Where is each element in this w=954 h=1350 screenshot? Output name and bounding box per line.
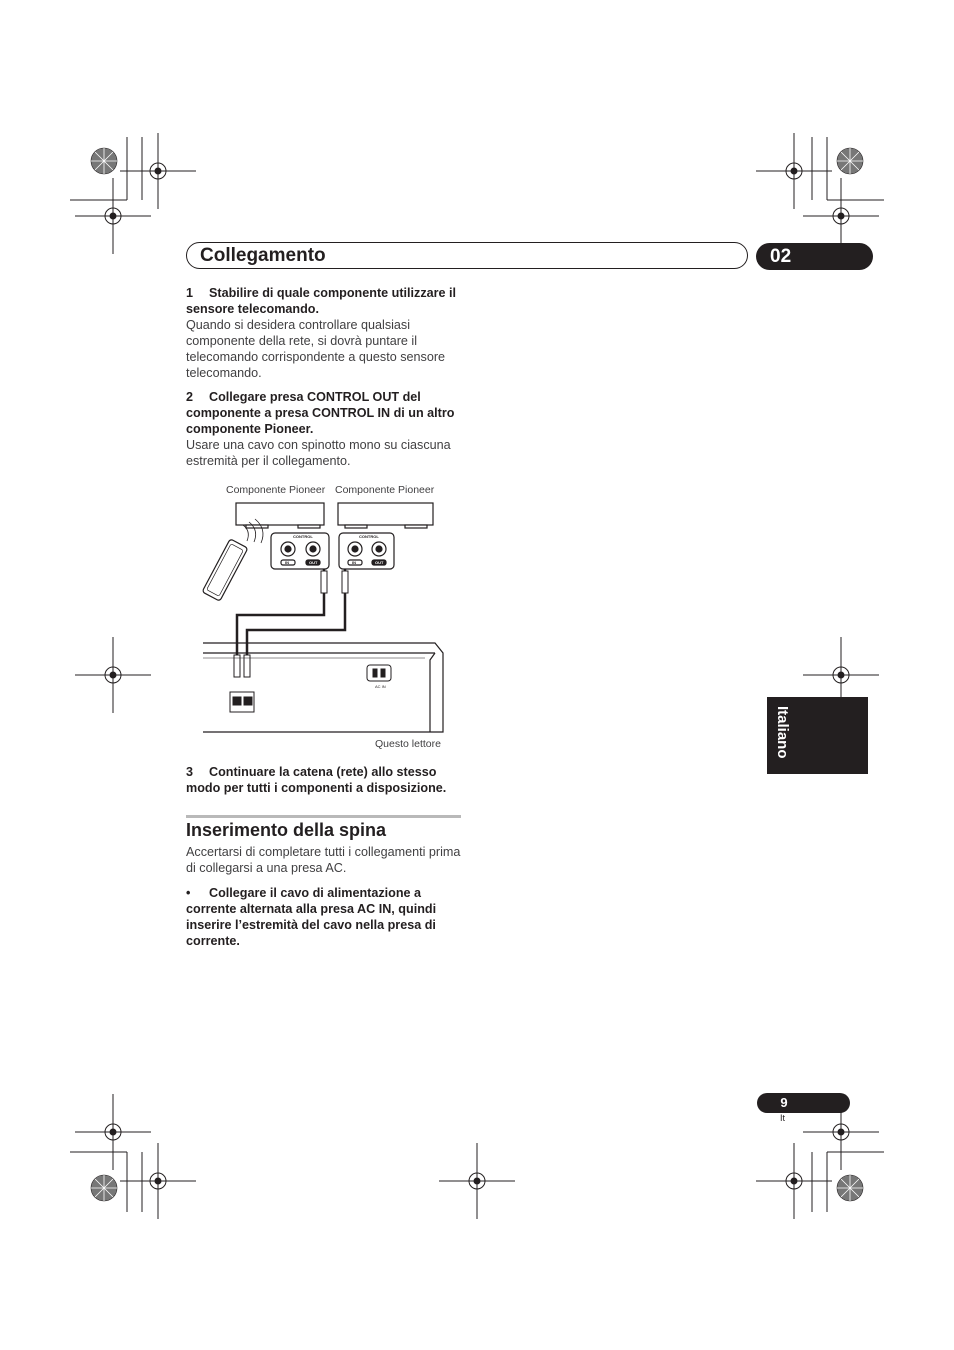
in-label-b: IN <box>352 560 356 565</box>
remote-control-icon <box>202 539 248 601</box>
step-3-number: 3 <box>186 765 194 779</box>
step-3-title-text: Continuare la catena (rete) allo stesso modo per tutti i componenti a disposizione. <box>186 765 447 795</box>
bullet-text: Collegare il cavo di alimentazione a corrente alternata alla presa AC IN, quindi inserire l’estremità del cavo nella presa di corrente. <box>186 886 437 948</box>
figure-label-player: Questo lettore <box>375 738 441 750</box>
page-title: Collegamento <box>200 245 326 266</box>
step-3-title <box>186 764 462 796</box>
language-label: Italiano <box>774 706 791 759</box>
in-label-a: IN <box>285 560 289 565</box>
chapter-number: 02 <box>770 246 792 267</box>
step-1-body: Quando si desidera controllare qualsiasi componente della rete, si dovrà puntare il telecomando corrispondente a questo sensore telecomando. <box>186 318 446 380</box>
language-side-tab <box>767 697 868 774</box>
section-title: Inserimento della spina <box>186 820 387 840</box>
jack-label-b: CONTROL <box>359 534 379 539</box>
page-number-badge <box>757 1093 850 1113</box>
section-bullet <box>186 885 462 949</box>
page-language-code: It <box>780 1113 786 1123</box>
step-3 <box>186 764 462 796</box>
component-b-box <box>338 503 433 525</box>
step-1-number: 1 <box>186 286 194 300</box>
figure-label-right-component: Componente Pioneer <box>335 484 435 496</box>
step-2-title <box>186 389 462 437</box>
step-2-body: Usare una cavo con spinotto mono su ciascuna estremità per il collegamento. <box>186 438 451 468</box>
step-2 <box>186 389 462 469</box>
bullet-instruction <box>186 885 462 949</box>
out-label-b: OUT <box>375 560 384 565</box>
figure-label-left-component: Componente Pioneer <box>226 484 326 496</box>
step-1 <box>186 285 462 381</box>
step-1-title <box>186 285 462 317</box>
step-1-title-text: Stabilire di quale componente utilizzare il sensore telecomando. <box>186 286 457 316</box>
component-a-foot <box>246 525 268 528</box>
section-divider <box>186 815 461 818</box>
bullet-mark: • <box>186 886 191 900</box>
cable-2 <box>247 569 345 665</box>
cable-1 <box>237 569 324 665</box>
out-label-a: OUT <box>309 560 318 565</box>
jack-label-a: CONTROL <box>293 534 313 539</box>
page-number: 9 <box>780 1095 788 1110</box>
component-b-foot <box>345 525 367 528</box>
section-body: Accertarsi di completare tutti i collegamenti prima di collegarsi a una presa AC. <box>186 845 461 875</box>
ac-in-label: AC IN <box>375 684 386 689</box>
chapter-badge <box>756 243 873 270</box>
step-2-number: 2 <box>186 390 194 404</box>
connection-diagram <box>195 495 455 740</box>
step-2-title-text: Collegare presa CONTROL OUT del componente a presa CONTROL IN di un altro componente Pioneer. <box>186 390 455 436</box>
ac-in-socket <box>367 665 391 681</box>
section-intro <box>186 844 462 876</box>
component-a-box <box>236 503 324 525</box>
